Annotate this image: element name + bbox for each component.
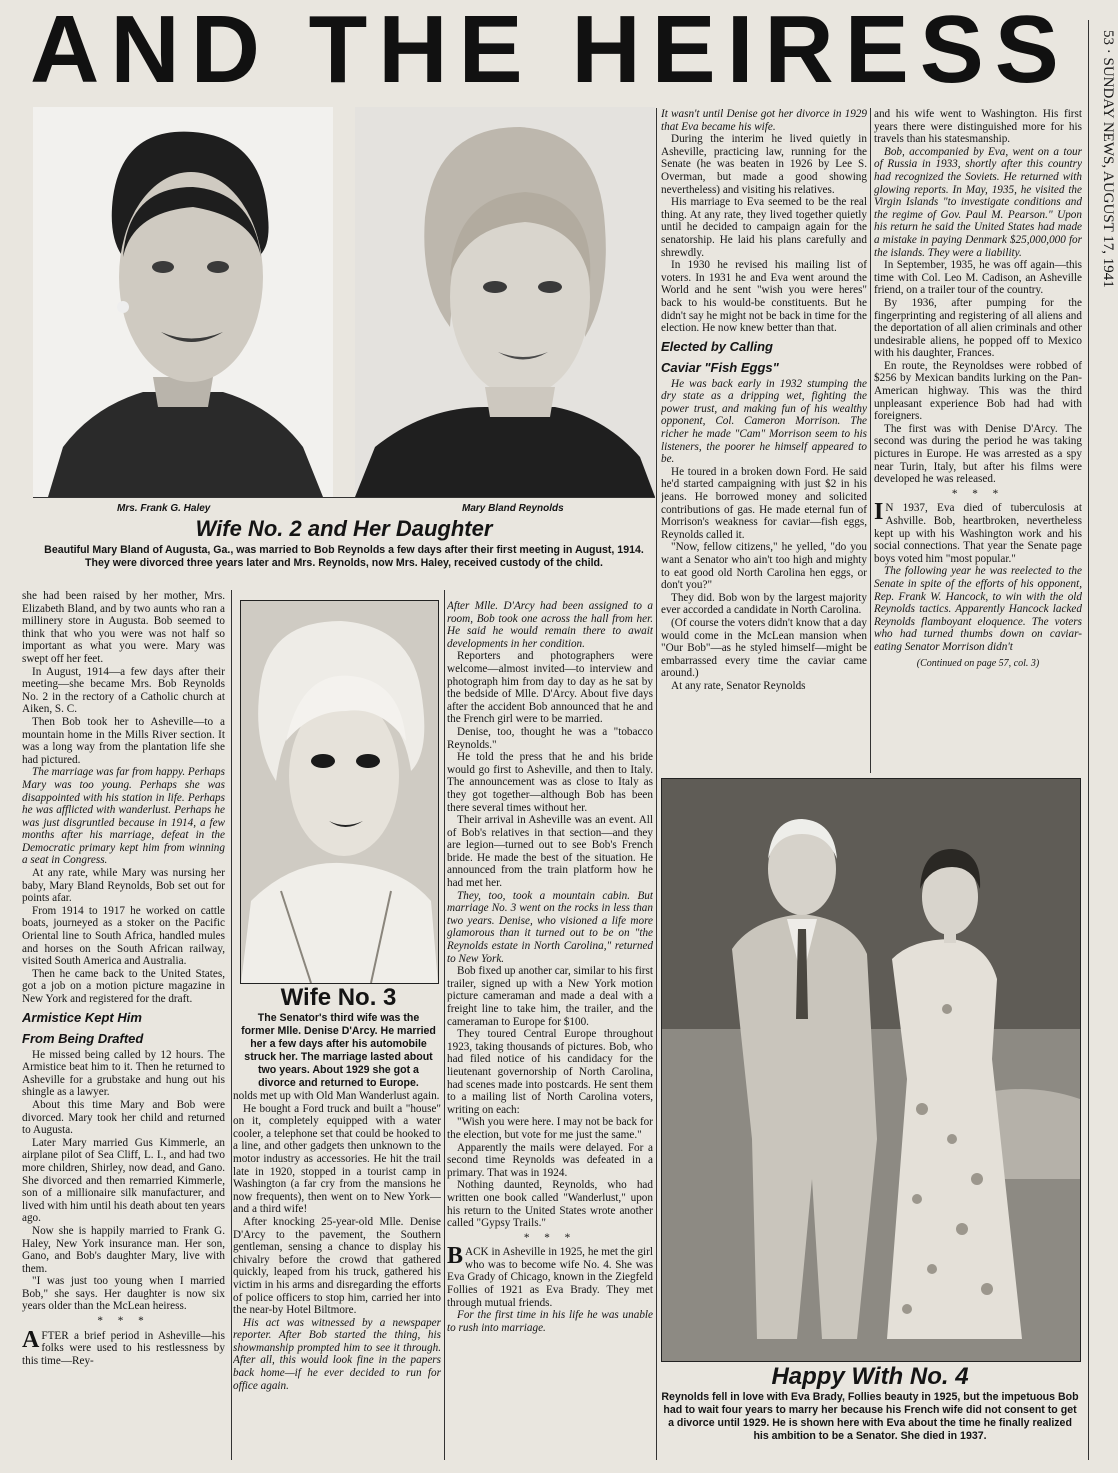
photo-mary-bland-reynolds [355, 107, 655, 497]
paragraph: In August, 1914—a few days after their meeting—she became Mrs. Bob Reynolds No. 2 in the rectory of a Catholic church at Aiken, S. C. [22, 665, 225, 716]
paragraph: From 1914 to 1917 he worked on cattle boats, journeyed as a stoker on the Pacific Oriental line to South Africa, handled mules and horses on the South African railway, visited South America and Australia. [22, 904, 225, 968]
paragraph: Bob fixed up another car, similar to his first trailer, signed up with a New York motion picture cameraman and made a deal with a freight line to take him, the trailer, and the cameraman to Europe for $100. [447, 965, 653, 1028]
section-break: * * * [97, 1315, 150, 1328]
paragraph: Then Bob took her to Asheville—to a mountain home in the Mills River section. It was a long way from the plantation life she had pictured. [22, 715, 225, 766]
section-break: * * * [951, 487, 1005, 500]
paragraph: He toured in a broken down Ford. He said he'd started campaigning with just $2 in his jeans. He borrowed money and solicited contributions of gas. He made eternal fun of Morrison's weakness for caviar—fish eggs, Reynolds called it. [661, 465, 867, 541]
paragraph: At any rate, Senator Reynolds [671, 679, 806, 692]
paragraph: BACK in Asheville in 1925, he met the girl who was to become wife No. 4. She was Eva Grady of Chicago, known in the Ziegfeld Follies of 1921 as Eva Brady. They met through mutual friends. [447, 1243, 653, 1309]
photo-denise-darcy [240, 600, 439, 984]
paragraph: Reporters and photographers were welcome—almost invited—to interview and photograph him from day to day as he sat by the bedside of Mlle. D'Arcy. About five days after the accident Bob announced that he and the French girl were to be married. [447, 650, 653, 726]
column-rule [231, 590, 232, 1460]
paragraph: His act was witnessed by a newspaper reporter. After Bob started the thing, his showmanship prompted him to see it through. After all, this would look fine in the papers back home—if he ever decided to run for office again. [233, 1316, 441, 1392]
headline: AND THE HEIRESS [30, 4, 1070, 96]
paragraph: For the first time in his life he was unable to rush into marriage. [447, 1309, 653, 1334]
subhead: Armistice Kept Him [22, 1009, 142, 1025]
caption-mary-bland-reynolds: Mary Bland Reynolds [462, 503, 564, 514]
subhead: Elected by Calling [661, 338, 773, 354]
paragraph: About this time Mary and Bob were divorced. Mary took her child and returned to Augusta. [22, 1098, 225, 1137]
paragraph: I N 1937, Eva died of tuberculosis at Ashville. Bob, heartbroken, nevertheless kept up with his Washington work and his social connections. That year the Senate page boys voted him "most popular." [874, 499, 1082, 565]
photo-mrs-haley [33, 107, 333, 497]
photo-border [33, 497, 655, 498]
wife4-title: Happy With No. 4 [771, 1363, 969, 1390]
paragraph: "Wish you were here. I may not be back for the election, but vote for me just the same." [447, 1116, 653, 1141]
caption-mrs-haley: Mrs. Frank G. Haley [117, 503, 211, 514]
paragraph: The marriage was far from happy. Perhaps Mary was too young. Perhaps she was disappointed with his station in life. Perhaps he was afflicted with wanderlust. Perhaps he was just disgruntled because in 1914, a few months after his marriage, defeat in the Democratic primary kept him from winning a seat in Congress. [22, 766, 225, 867]
paragraph: By 1936, after pumping for the fingerprinting and registering of all aliens and the deportation of all alien criminals and other undesirable aliens, he popped off to Mexico with his daughter, Frances. [874, 296, 1082, 360]
paragraph: After knocking 25-year-old Mlle. Denise D'Arcy to the pavement, the Southern gentleman, sensing a chance to display his chivalry before the crowd that gathered quickly, leaped from his truck, gathered his victim in his arms and disregarding the efforts of police officers to stop him, carried her into the near-by Hotel Biltmore. [233, 1215, 441, 1317]
subhead: Caviar "Fish Eggs" [661, 359, 779, 375]
paragraph: nolds met up with Old Man Wanderlust again. [233, 1090, 440, 1102]
paragraph: En route, the Reynoldses were robbed of $256 by Mexican bandits lurking on the Pan-American highway. This was the third unpleasant experience Bob had had with foreigners. [874, 359, 1082, 423]
paragraph: Later Mary married Gus Kimmerle, an airplane pilot of Sea Cliff, L. I., and had two more children, Shirley, now dead, and Gano. She divorced and then remarried Kimmerle, son of a millionaire silk manufacturer, and lived with him until his death about ten years ago. [22, 1136, 225, 1225]
paragraph: "I was just too young when I married Bob," she says. Her daughter is now six years older than the McLean heiress. [22, 1275, 225, 1313]
column-rule [870, 108, 871, 773]
paragraph: Their arrival in Asheville was an event. All of Bob's relatives in that section—and they are legion—turned out to see Bob's French bride. He made the best of the situation. He announced from the train platform how he had met her. [447, 814, 653, 890]
paragraph: His marriage to Eva seemed to be the real thing. At any rate, they lived together quietly until he decided to campaign again for the senatorship. He laid his plans carefully and shrewdly. [661, 196, 867, 259]
paragraph: The following year he was reelected to the Senate in spite of the efforts of his opponent, Rep. Frank W. Hancock, to win with the old Reynolds tactics. Apparently Hancock lacked Reynolds flamboyant eloquence. The voters who had turned thumbs down on caviar-eating Senator Morrison didn't [874, 565, 1082, 653]
photo-reynolds-and-eva [661, 778, 1081, 1362]
article-column-2 [233, 1090, 441, 1465]
article-column-5 [874, 108, 1082, 773]
paragraph: Now she is happily married to Frank G. Haley, New York insurance man. Her son, Gano, and Bob's daughter Mary, live with them. [22, 1224, 225, 1275]
margin-rule [1088, 20, 1089, 1460]
paragraph: In September, 1935, he was off again—this time with Col. Leo M. Cadison, an Asheville friend, on a trailer tour of the country. [874, 259, 1082, 297]
paragraph: Apparently the mails were delayed. For a second time Reynolds was defeated in a primary. That was in 1924. [447, 1141, 653, 1179]
paragraph: At any rate, while Mary was nursing her baby, Mary Bland Reynolds, Bob set out for points afar. [22, 867, 225, 905]
drop-cap: A [22, 1326, 40, 1353]
article-column-4 [661, 108, 867, 773]
paragraph: They did. Bob won by the largest majority ever accorded a candidate in North Carolina. [661, 591, 867, 617]
paragraph: It wasn't until Denise got her divorce in 1929 that Eva became his wife. [661, 108, 867, 133]
article-column-3 [447, 600, 653, 1465]
paragraph: (Of course the voters didn't know that a day would come in the McLean mansion when "Our Bob"—as he styled himself—might be embarrassed every time the caviar came around.) [661, 616, 867, 680]
paragraph: The first was with Denise D'Arcy. The second was during the period he was taking pictures in Europe. He was arrested as a spy near Turin, Italy, but after his films were developed he was released. [874, 422, 1082, 486]
paragraph: and his wife went to Washington. His first years there were distinguished more for his travels than his statesmanship. [874, 108, 1082, 146]
wife4-caption: Reynolds fell in love with Eva Brady, Follies beauty in 1925, but the impetuous Bob had to wait four years to marry her because his French wife did not consent to get a divorce until 1929. He is shown here with Eva about the time he finally realized his ambition to be a Senator. She died in 1937. [661, 1391, 1079, 1442]
paragraph: Denise, too, thought he was a "tobacco Reynolds." [447, 725, 653, 751]
paragraph: He was back early in 1932 stumping the dry state as a dripping wet, fighting the power trust, and making fun of his wealthy opponent, Col. Cameron Morrison. The richer he made "Cam" Morrison seem to his listeners, the poorer he himself appeared to be. [661, 377, 867, 466]
paragraph: He bought a Ford truck and built a "house" on it, completely equipped with a water cooler, a telephone set that could be hooked to a line, and other gadgets then unknown to the motor industry as accessories. He hit the trail late in 1920, stopped in a tourist camp in Washington (a far cry from the mansions he now frequents), then went on to New York—and a third wife! [233, 1102, 441, 1216]
paragraph: After Mlle. D'Arcy had been assigned to a room, Bob took one across the hall from her. He said he would remain there to await developments in her condition. [447, 600, 653, 650]
wife3-title: Wife No. 3 [280, 984, 397, 1011]
running-head: 53 · SUNDAY NEWS, AUGUST 17, 1941 [1100, 30, 1116, 288]
paragraph: AFTER a brief period in Asheville—his folks were used to his restlessness by this time—Rey- [22, 1326, 225, 1367]
paragraph: He missed being called by 12 hours. The Armistice beat him to it. Then he returned to Asheville for a grubstake and hung out his shingle as a lawyer. [22, 1048, 225, 1099]
paragraph: Then he came back to the United States, got a job on a motion picture magazine in New York and registered for the draft. [22, 967, 225, 1005]
paragraph: "Now, fellow citizens," he yelled, "do you want a Senator who ain't too high and mighty to eat good old North Carolina hen eggs, or don't you?" [661, 541, 867, 592]
drop-cap: B [447, 1243, 464, 1270]
paragraph: Bob, accompanied by Eva, went on a tour of Russia in 1933, shortly after this country had recognized the Soviets. He returned with glowing reports. In May, 1935, he visited the Virgin Islands "to investigate conditions and the regime of Gov. Paul M. Pearson." Upon his return he said the United States had made a mistake in paying Denmark $25,000,000 for the islands. They were a liability. [874, 145, 1082, 259]
date-line: SUNDAY NEWS, AUGUST 17, 1941 [1100, 57, 1116, 288]
column-rule [656, 108, 657, 1460]
article-column-1 [22, 590, 225, 1465]
continued-note: (Continued on page 57, col. 3) [916, 657, 1040, 669]
paragraph: He told the press that he and his bride would go first to Asheville, and then to Italy. The announcement was as close to Italy as they got together—although Bob has been there several times without her. [447, 751, 653, 814]
wife3-caption: The Senator's third wife was the former Mlle. Denise D'Arcy. He married her a few days after his automobile struck her. The marriage lasted about two years. About 1929 she got a divorce and returned to Europe. [241, 1012, 436, 1089]
paragraph: she had been raised by her mother, Mrs. Elizabeth Bland, and by two aunts who ran a millinery store in Augusta. Bob seemed to think that who you were was not half so important as what you were. Mary was swept off her feet. [22, 590, 225, 665]
paragraph: They, too, took a mountain cabin. But marriage No. 3 went on the rocks in less than two years. Denise, who visioned a life more glamorous than it turned out to be on "the Reynolds estate in North Carolina," returned to New York. [447, 889, 653, 965]
paragraph: Nothing daunted, Reynolds, who had written one book called "Wanderlust," upon his return to the United States wrote another called "Gypsy Trails." [447, 1179, 653, 1230]
wife2-title: Wife No. 2 and Her Daughter [195, 516, 493, 541]
paragraph: They toured Central Europe throughout 1923, taking thousands of pictures. Bob, who had filed notice of his candidacy for the lieutenant governorship of North Carolina, had scenes made into postcards. He sent them to a mailing list of North Carolina voters, writing on each: [447, 1028, 653, 1116]
section-break: * * * [523, 1231, 577, 1244]
paragraph: In 1930 he revised his mailing list of voters. In 1931 he and Eva went around the World and he sent "wish you were heres" back to his would-be constituents. But he didn't say he might not be back in time for the election. He now knew better than that. [661, 259, 867, 335]
column-rule [444, 590, 445, 1460]
drop-cap: I [874, 499, 884, 526]
subhead: From Being Drafted [22, 1030, 144, 1046]
paragraph: During the interim he lived quietly in Asheville, practicing law, running for the Senate (he was beaten in 1926 by Lee S. Overman, but made a good showing nevertheless) and visiting his relatives. [661, 133, 867, 196]
page-number: 53 [1100, 30, 1116, 45]
wife2-caption: Beautiful Mary Bland of Augusta, Ga., was married to Bob Reynolds a few days after their first meeting in August, 1914. They were divorced three years later and Mrs. Reynolds, now Mrs. Haley, received custody of the child. [44, 544, 644, 569]
